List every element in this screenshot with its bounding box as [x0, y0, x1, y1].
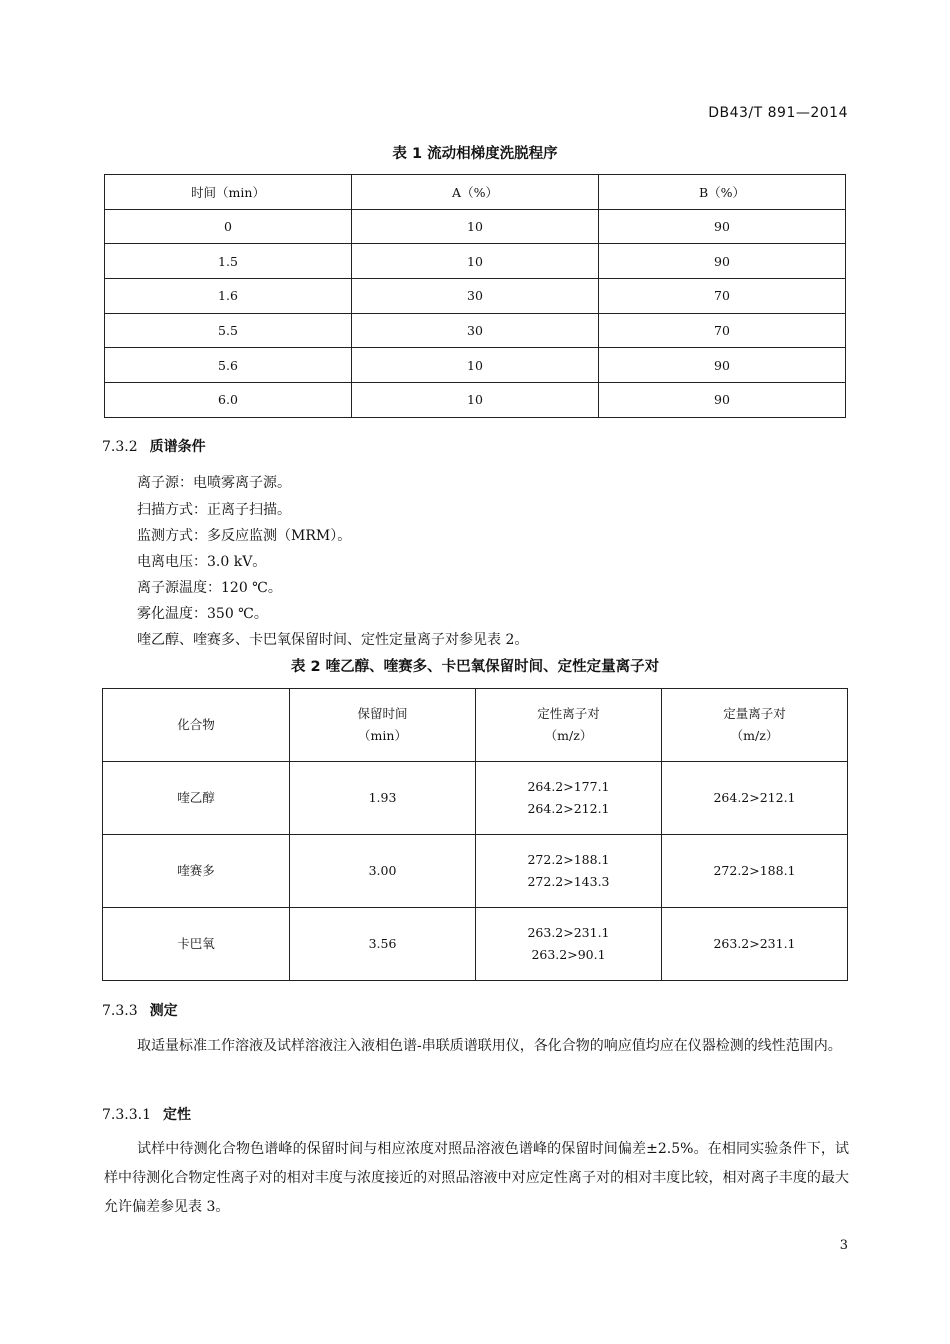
table-cell: 1.5	[105, 244, 352, 279]
table-row	[105, 348, 846, 383]
section-7-3-3-paragraph: 取适量标准工作溶液及试样溶液注入液相色谱-串联质谱联用仪，各化合物的响应值均应在仪器检测的线性范围内。	[137, 1038, 842, 1054]
column-header-b: B（%）	[599, 175, 846, 210]
ms-condition-line: 离子源温度：120 ℃。	[137, 580, 282, 596]
column-header-quantitative-ion-pair: 定量离子对 （m/z）	[662, 689, 848, 762]
column-header-qualitative-ion-pair: 定性离子对 （m/z）	[476, 689, 662, 762]
section-number: 7.3.3.1	[102, 1107, 151, 1123]
table-cell: 1.6	[105, 279, 352, 314]
quantitative-ion-cell: 264.2>212.1	[662, 762, 848, 835]
ms-condition-line: 扫描方式：正离子扫描。	[137, 502, 291, 518]
ion-pair-table	[102, 688, 848, 981]
ms-condition-line: 喹乙醇、喹赛多、卡巴氧保留时间、定性定量离子对参见表 2。	[137, 632, 529, 648]
retention-time-cell: 3.56	[290, 908, 476, 981]
quantitative-ion-cell: 263.2>231.1	[662, 908, 848, 981]
table-cell: 5.5	[105, 313, 352, 348]
qualitative-ion-cell: 263.2>231.1 263.2>90.1	[476, 908, 662, 981]
table-row	[103, 762, 848, 835]
gradient-table	[104, 174, 846, 418]
table-cell: 5.6	[105, 348, 352, 383]
section-heading-7-3-3	[102, 1000, 178, 1020]
table-cell: 70	[599, 313, 846, 348]
table-cell: 10	[352, 348, 599, 383]
section-number: 7.3.3	[102, 1003, 138, 1019]
table-cell: 10	[352, 209, 599, 244]
column-header-compound: 化合物	[103, 689, 290, 762]
section-7-3-3-1-paragraph: 试样中待测化合物色谱峰的保留时间与相应浓度对照品溶液色谱峰的保留时间偏差±2.5%。在相同实验条件下，试样中待测化合物定性离子对的相对丰度与浓度接近的对照品溶液中对应定性离子对的相对丰度比较，相对离子丰度的最大允许偏差参见表 3。	[104, 1141, 849, 1215]
qualitative-ion-cell: 272.2>188.1 272.2>143.3	[476, 835, 662, 908]
table-cell: 90	[599, 244, 846, 279]
column-header-a: A（%）	[352, 175, 599, 210]
ms-condition-line: 雾化温度：350 ℃。	[137, 606, 268, 622]
table-cell: 6.0	[105, 383, 352, 418]
table1-caption: 表 1 流动相梯度洗脱程序	[392, 146, 558, 162]
table-row	[105, 209, 846, 244]
table-row	[105, 383, 846, 418]
retention-time-cell: 1.93	[290, 762, 476, 835]
table-row	[105, 313, 846, 348]
table-header-row	[105, 175, 846, 210]
page-number: 3	[839, 1238, 848, 1253]
qualitative-ion-cell: 264.2>177.1 264.2>212.1	[476, 762, 662, 835]
section-heading-7-3-2	[102, 436, 206, 456]
table-cell: 90	[599, 209, 846, 244]
table-cell: 90	[599, 383, 846, 418]
table-cell: 0	[105, 209, 352, 244]
section-number: 7.3.2	[102, 439, 138, 455]
table-cell: 10	[352, 383, 599, 418]
table-cell: 90	[599, 348, 846, 383]
ms-condition-line: 监测方式：多反应监测（MRM）。	[137, 528, 352, 544]
table-cell: 30	[352, 279, 599, 314]
compound-cell: 喹乙醇	[103, 762, 290, 835]
table-cell: 10	[352, 244, 599, 279]
table-row	[103, 908, 848, 981]
compound-cell: 喹赛多	[103, 835, 290, 908]
section-title: 质谱条件	[149, 439, 206, 455]
column-header-retention-time: 保留时间 （min）	[290, 689, 476, 762]
ms-condition-line: 电离电压：3.0 kV。	[137, 554, 267, 570]
section-title: 测定	[149, 1003, 178, 1019]
table-header-row	[103, 689, 848, 762]
ms-condition-line: 离子源：电喷雾离子源。	[137, 475, 291, 491]
section-heading-7-3-3-1	[102, 1104, 191, 1124]
table2-caption: 表 2 喹乙醇、喹赛多、卡巴氧保留时间、定性定量离子对	[290, 659, 660, 675]
quantitative-ion-cell: 272.2>188.1	[662, 835, 848, 908]
column-header-time: 时间（min）	[105, 175, 352, 210]
section-title: 定性	[162, 1107, 191, 1123]
table-cell: 70	[599, 279, 846, 314]
table-row	[105, 244, 846, 279]
document-code: DB43/T 891—2014	[708, 105, 848, 121]
compound-cell: 卡巴氧	[103, 908, 290, 981]
table-cell: 30	[352, 313, 599, 348]
retention-time-cell: 3.00	[290, 835, 476, 908]
table-row	[105, 279, 846, 314]
table-row	[103, 835, 848, 908]
